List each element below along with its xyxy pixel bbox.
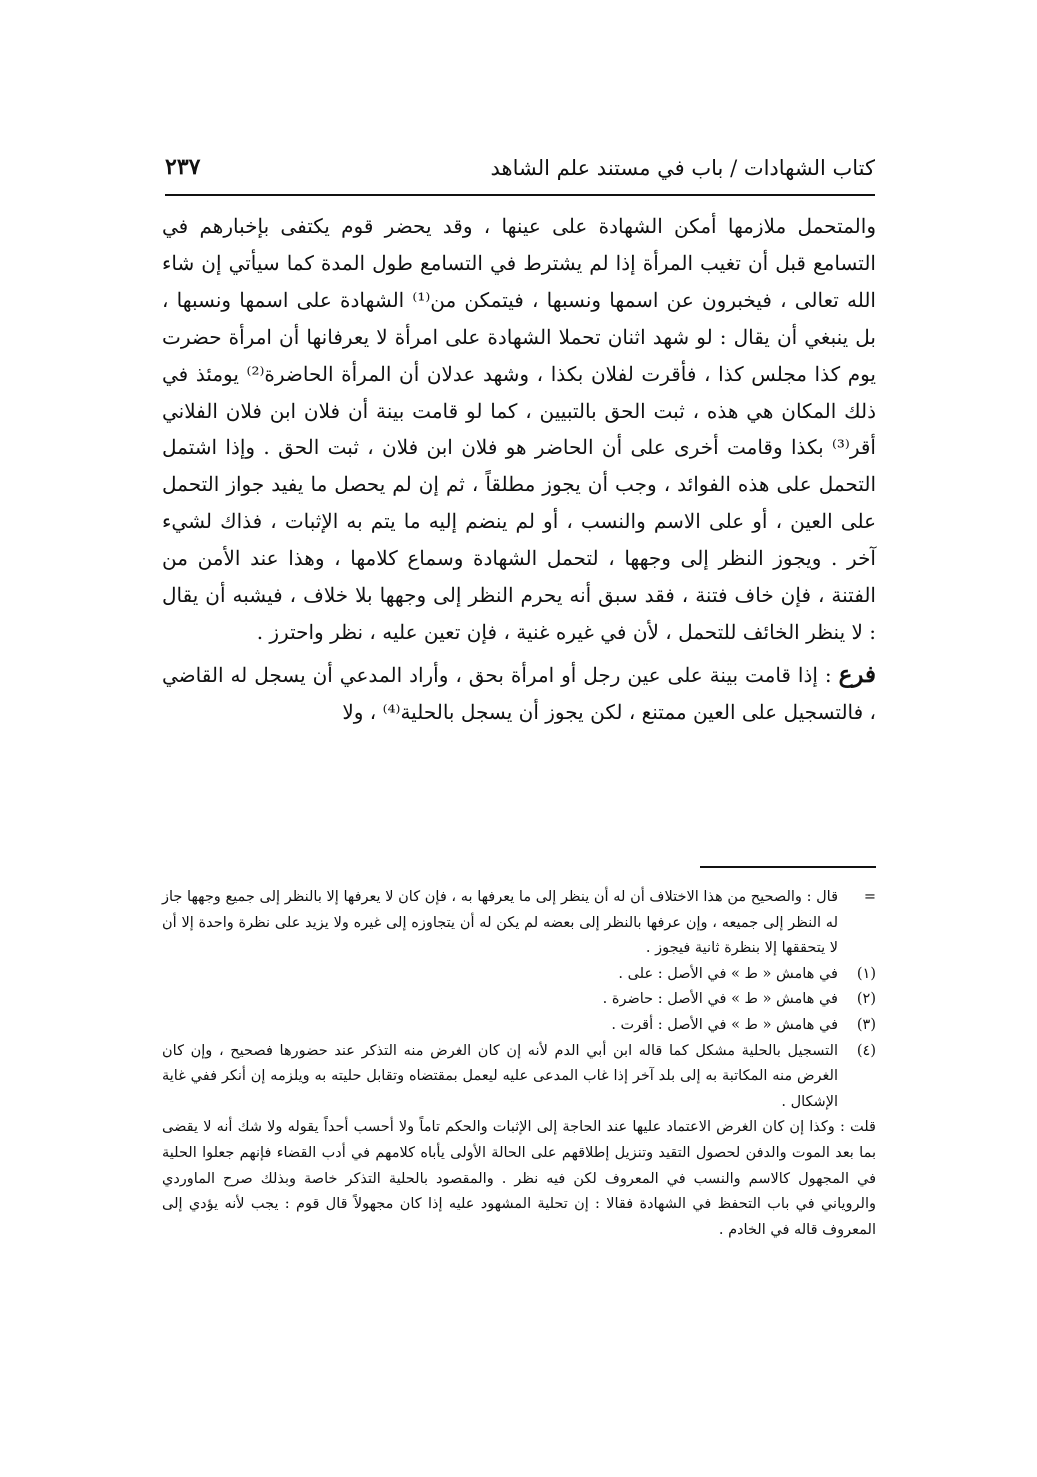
footnote-number: (٣) — [856, 1016, 876, 1033]
footnote-text: في هامش « ط » في الأصل : على . — [618, 965, 838, 982]
footnote-separator — [700, 866, 876, 868]
footnotes — [162, 885, 876, 1243]
footnote-text: في هامش « ط » في الأصل : حاضرة . — [602, 991, 838, 1008]
footnote-3 — [162, 1013, 876, 1039]
footnote-number: (٤) — [856, 1042, 876, 1059]
footnote-number: (٢) — [856, 991, 876, 1008]
footnote-text: التسجيل بالحلية مشكل كما قاله ابن أبي الدم لأنه إن كان الغرض منه التذكر عند حضورها فصحيح ، وإن كان الغرض منه المكاتبة به إلى بلد آخر إذا غاب المدعى عليه ليعمل بمقتضاه وتقابل حليته به ويلزمه إن أنكر ففي غاية الإشكال . — [162, 1042, 838, 1110]
footnote-number: (١) — [856, 965, 876, 982]
branch-paragraph — [162, 657, 876, 731]
page-number: ٢٣٧ — [165, 154, 201, 180]
continuation-marker: = — [863, 889, 876, 905]
footnote-continuation — [162, 885, 876, 962]
footnote-text: قال : والصحيح من هذا الاختلاف أن له أن ينظر إلى ما يعرفها به ، فإن كان لا يعرفها إلا بالنظر إلى جميع وجهها جاز له النظر إلى جميعه ، وإن عرفها بالنظر إلى بعضه لم يكن له أن يتجاوزه إلى غيره ولا يزيد على نظرة واحدة إلا أن لا يتحققها إلا بنظرة ثانية فيجوز . — [162, 889, 838, 957]
footnote-1 — [162, 962, 876, 988]
running-title: كتاب الشهادات / باب في مستند علم الشاهد — [490, 156, 875, 180]
footnote-text: في هامش « ط » في الأصل : أقرت . — [611, 1016, 838, 1033]
page-header — [165, 150, 875, 196]
branch-label: فرع — [838, 660, 876, 688]
footnote-4 — [162, 1039, 876, 1116]
footnote-qultu: قلت : وكذا إن كان الغرض الاعتماد عليها عند الحاجة إلى الإثبات والحكم تاماً ولا أحسب أحداً يقوله ولا شك أنه لا يقضى بما بعد الموت والدفن لحصول التقيد وتنزيل إطلاقهم على الحالة الأولى يأباه كلامهم في أدب القضاء فإنهم جعلوا الحلية في المجهول كالاسم والنسب في المعروف لكن فيه نظر . والمقصود بالحلية التذكر خاصة وبذلك صرح الماوردي والروياني في باب التحفظ في الشهادة فقالا : إن تحلية المشهود عليه إذا كان مجهولاً قال قوم : يجب لأنه يؤدي إلى المعروف قاله في الخادم . — [162, 1119, 876, 1238]
body-paragraph: والمتحمل ملازمها أمكن الشهادة على عينها ، وقد يحضر قوم يكتفى بإخبارهم في التسامع قبل أن تغيب المرأة إذا لم يشترط في التسامع طول المدة كما سيأتي إن شاء الله تعالى ، فيخبرون عن اسمها ونسبها ، فيتمكن من⁽¹⁾ الشهادة على اسمها ونسبها ، بل ينبغي أن يقال : لو شهد اثنان تحملا الشهادة على امرأة لا يعرفانها أن امرأة حضرت يوم كذا مجلس كذا ، فأقرت لفلان بكذا ، وشهد عدلان أن المرأة الحاضرة⁽²⁾ يومئذ في ذلك المكان هي هذه ، ثبت الحق بالتبيين ، كما لو قامت بينة أن فلان ابن فلان الفلاني أقر⁽³⁾ بكذا وقامت أخرى على أن الحاضر هو فلان ابن فلان ، ثبت الحق . وإذا اشتمل التحمل على هذه الفوائد ، وجب أن يجوز مطلقاً ، ثم إن لم يحصل ما يفيد جواز التحمل على العين ، أو على الاسم والنسب ، أو لم ينضم إليه ما يتم به الإثبات ، فذاك لشيء آخر . ويجوز النظر إلى وجهها ، لتحمل الشهادة وسماع كلامها ، وهذا عند الأمن من الفتنة ، فإن خاف فتنة ، فقد سبق أنه يحرم النظر إلى وجهها بلا خلاف ، فيشبه أن يقال : لا ينظر الخائف للتحمل ، لأن في غيره غنية ، فإن تعين عليه ، نظر واحترز . — [162, 214, 876, 644]
branch-text: : إذا قامت بينة على عين رجل أو امرأة بحق ، وأراد المدعي أن يسجل له القاضي ، فالتسجيل على العين ممتنع ، لكن يجوز أن يسجل بالحلية⁽⁴⁾ ، ولا — [162, 662, 876, 724]
footnote-2 — [162, 987, 876, 1013]
main-text — [162, 208, 876, 731]
